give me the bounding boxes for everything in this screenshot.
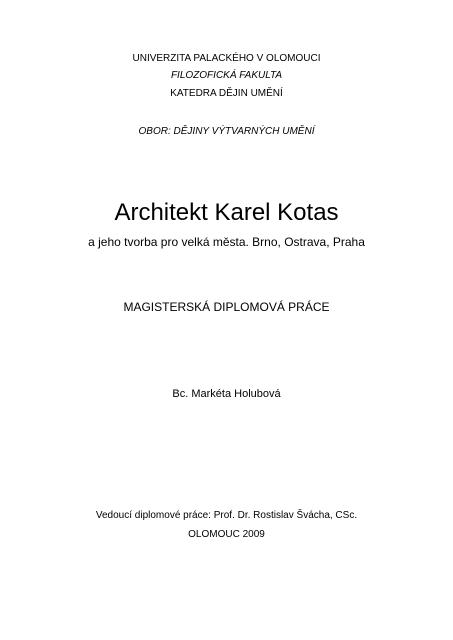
thesis-subtitle: a jeho tvorba pro velká města. Brno, Ostrava, Praha [88,235,365,249]
university-name: UNIVERZITA PALACKÉHO V OLOMOUCI [132,53,321,64]
department-name: KATEDRA DĚJIN UMĚNÍ [170,88,283,99]
field-of-study: OBOR: DĚJINY VÝTVARNÝCH UMĚNÍ [138,126,315,137]
faculty-name: FILOZOFICKÁ FAKULTA [170,70,283,81]
author-name: Bc. Markéta Holubová [172,388,281,400]
thesis-title: Architekt Karel Kotas [114,199,339,226]
thesis-type: MAGISTERSKÁ DIPLOMOVÁ PRÁCE [123,300,330,314]
supervisor: Vedoucí diplomové práce: Prof. Dr. Rostislav Švácha, CSc. [95,510,358,521]
place-and-year: OLOMOUC 2009 [188,529,265,540]
